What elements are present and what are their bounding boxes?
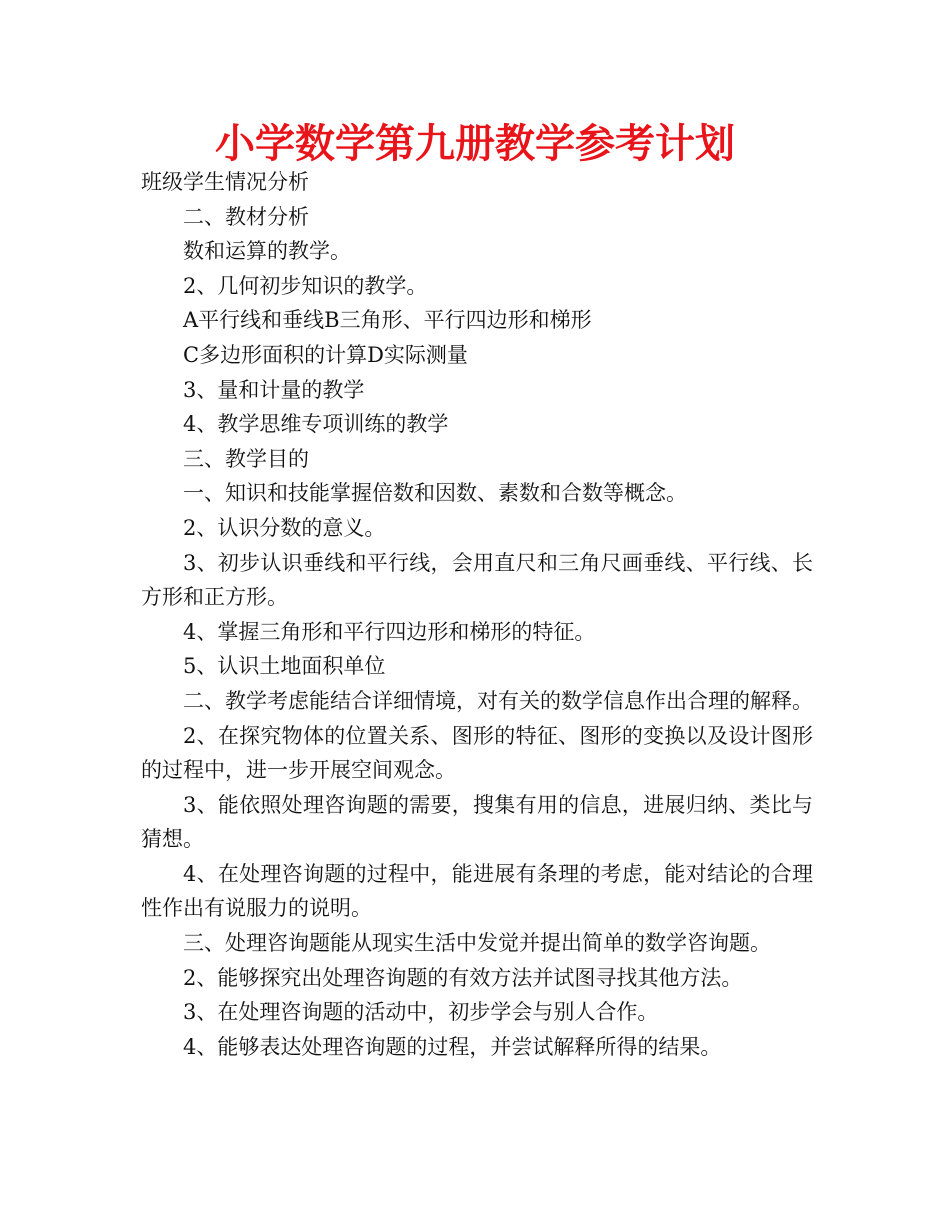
- paragraph: 4、在处理咨询题的过程中，能进展有条理的考虑，能对结论的合理性作出有说服力的说明。: [141, 861, 813, 921]
- paragraph: 3、能依照处理咨询题的需要，搜集有用的信息，进展归纳、类比与猜想。: [141, 792, 813, 852]
- paragraph: 4、掌握三角形和平行四边形和梯形的特征。: [183, 619, 596, 644]
- paragraph: 一、知识和技能掌握倍数和因数、素数和合数等概念。: [183, 481, 687, 506]
- paragraph: 4、能够表达处理咨询题的过程，并尝试解释所得的结果。: [183, 1034, 722, 1059]
- paragraph: C多边形面积的计算D实际测量: [183, 342, 468, 367]
- paragraph: 2、认识分数的意义。: [183, 515, 386, 540]
- paragraph: A平行线和垂线B三角形、平行四边形和梯形: [183, 308, 592, 333]
- paragraph: 二、教学考虑能结合详细情境，对有关的数学信息作出合理的解释。: [183, 688, 813, 713]
- paragraph: 2、能够探究出处理咨询题的有效方法并试图寻找其他方法。: [183, 965, 743, 990]
- document-title: 小学数学第九册教学参考计划: [215, 121, 735, 167]
- paragraph: 三、处理咨询题能从现实生活中发觉并提出简单的数学咨询题。: [183, 931, 771, 956]
- paragraph: 3、在处理咨询题的活动中，初步学会与别人合作。: [183, 1000, 659, 1025]
- paragraph: 数和运算的教学。: [183, 239, 351, 264]
- paragraph: 2、在探究物体的位置关系、图形的特征、图形的变换以及设计图形的过程中，进一步开展空间观念。: [141, 723, 813, 783]
- paragraph: 4、教学思维专项训练的教学: [183, 412, 449, 437]
- paragraph: 2、几何初步知识的教学。: [183, 273, 428, 298]
- paragraph: 3、初步认识垂线和平行线，会用直尺和三角尺画垂线、平行线、长方形和正方形。: [141, 550, 813, 610]
- paragraph: 三、教学目的: [183, 446, 309, 471]
- paragraph: 5、认识土地面积单位: [183, 654, 386, 679]
- document-body: [141, 165, 813, 1064]
- paragraph: 班级学生情况分析: [141, 170, 309, 194]
- paragraph: 二、教材分析: [183, 204, 309, 229]
- paragraph: 3、量和计量的教学: [183, 377, 365, 402]
